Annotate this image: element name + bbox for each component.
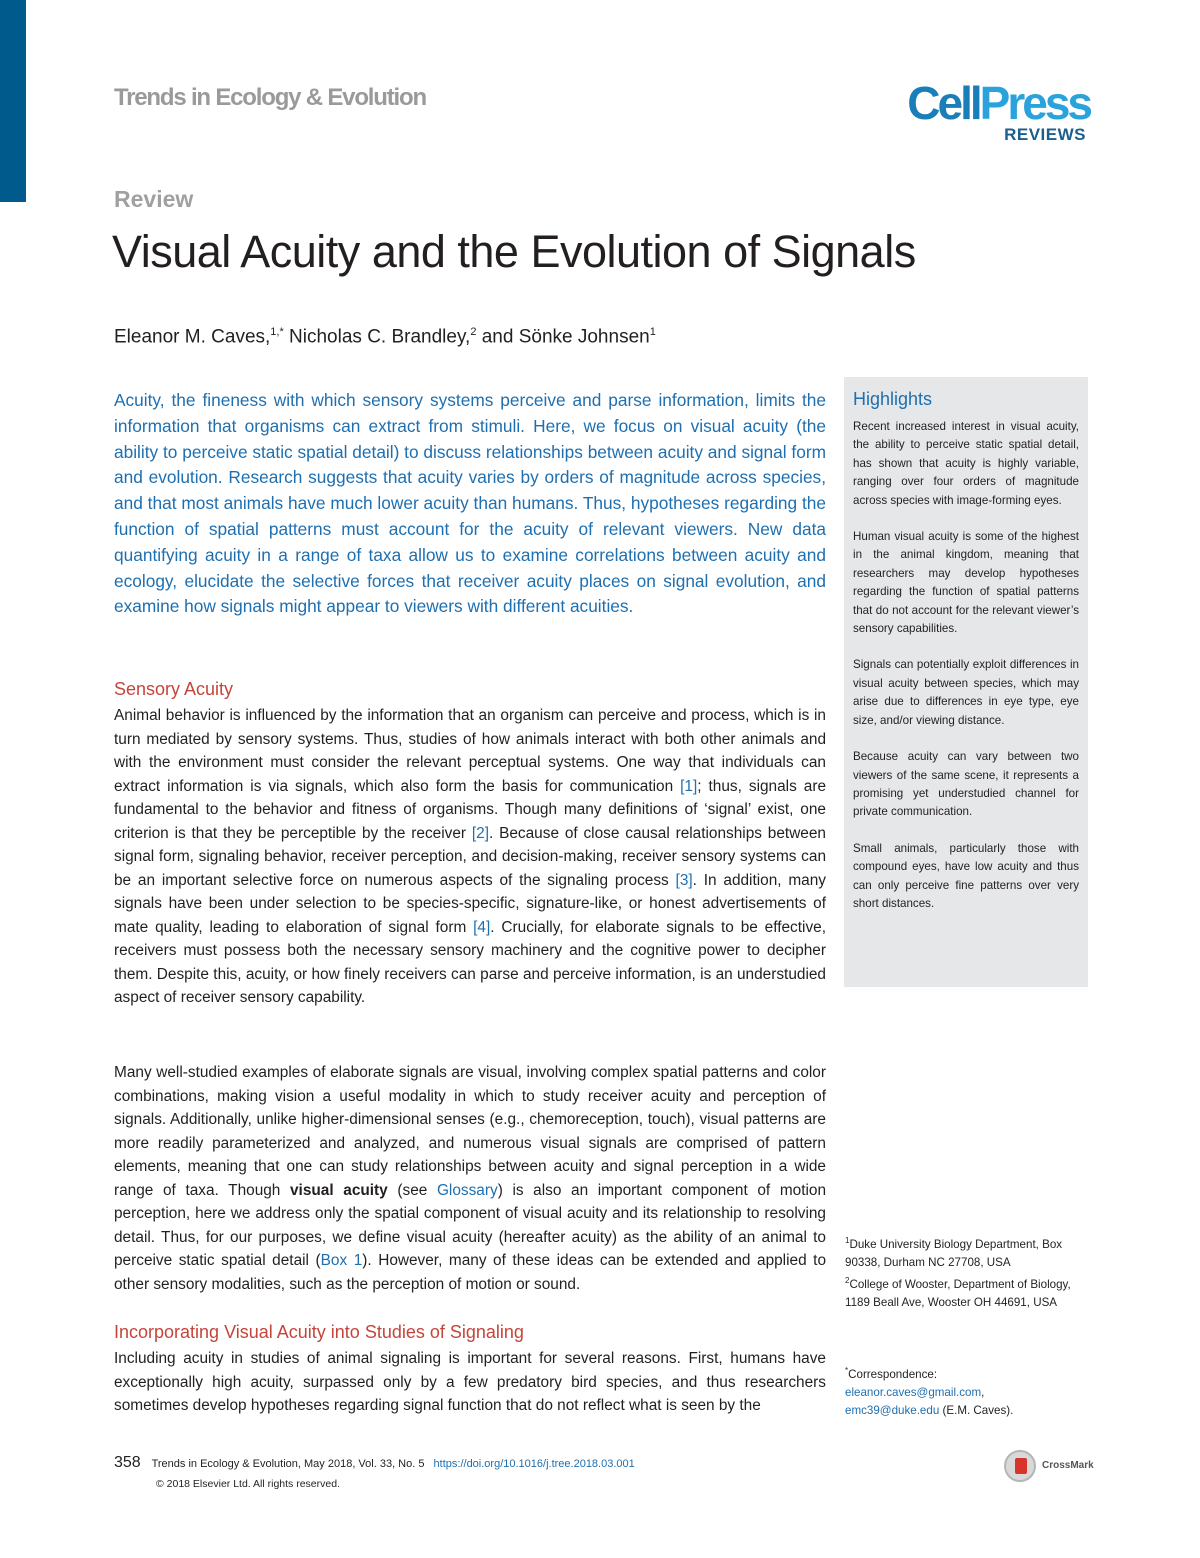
reference-link[interactable]: [1] (680, 777, 698, 795)
body-paragraph: Many well-studied examples of elaborate signals are visual, involving complex spatial patterns and color combinations, making vision a useful modality in which to study receiver acuity and perception of signals. Additionally, unlike higher-dimensional senses (e.g., chemoreception, touch), visual patterns are more readily parameterized and analyzed, and numerous visual signals are comprised of pattern elements, meaning that one can study relationships between acuity and signal perception in a wide range of taxa. Though visual acuity (see Glossary) is also an important component of motion perception, here we address only the spatial component of visual acuity and its relationship to resolving detail. Thus, for our purposes, we define visual acuity (hereafter acuity) as the ability of an animal to perceive static spatial detail (Box 1). However, many of these ideas can be extended and applied to other sensory modalities, such as the perception of motion or sound. (114, 1064, 827, 1293)
citation: Trends in Ecology & Evolution, May 2018, Vol. 33, No. 5 (151, 1458, 425, 1470)
reference-link[interactable]: [3] (675, 871, 693, 889)
highlight-item: Because acuity can vary between two viewers of the same scene, it represents a promising yet understudied channel for private communication. (853, 750, 1079, 819)
journal-color-bar (0, 0, 26, 202)
doi-link[interactable]: https://doi.org/10.1016/j.tree.2018.03.001 (433, 1458, 635, 1470)
crossmark-label: CrossMark (1042, 1460, 1094, 1471)
affiliations (845, 1232, 1085, 1312)
logo-subtitle: REVIEWS (1004, 125, 1086, 144)
author-name: Eleanor M. Caves, (114, 326, 271, 348)
author-affil-sup: 1 (649, 326, 656, 338)
crossmark-icon (1004, 1450, 1036, 1482)
body-paragraph: Animal behavior is influenced by the information that an organism can perceive and process, which is in turn mediated by sensory systems. Thus, studies of how animals interact with both other animals and with the environment must consider the relevant perceptual systems. One way that individuals can extract information is via signals, which also form the basis for communication [1]; thus, signals are fundamental to the behavior and fitness of organisms. Though many definitions of ‘signal’ exist, one criterion is that they be perceptible by the receiver [2]. Because of close causal relationships between signal form, signaling behavior, receiver perception, and decision-making, receiver sensory systems can be an important selective force on numerous aspects of the signaling process [3]. In addition, many signals have been under selection to be species-specific, signature-like, or honest advertisements of mate quality, leading to elaboration of signal form [4]. Crucially, for elaborate signals to be effective, receivers must possess both the necessary sensory machinery and the cognitive power to decipher them. Despite this, acuity, or how finely receivers can parse and perceive information, is an understudied aspect of receiver sensory capability. (114, 707, 827, 1006)
highlight-item: Human visual acuity is some of the highest in the animal kingdom, meaning that researchers may develop hypotheses regarding the function of spatial patterns that do not account for the relevant viewer’s sensory capabilities. (853, 530, 1079, 636)
box-link[interactable]: Box 1 (320, 1252, 363, 1269)
glossary-term: visual acuity (290, 1181, 388, 1199)
cellpress-logo[interactable] (900, 77, 1090, 145)
correspondence: *Correspondence: eleanor.caves@gmail.com, emc39@duke.edu (E.M. Caves). (845, 1366, 1014, 1417)
author-affil-sup: 2 (470, 326, 477, 338)
highlight-item: Recent increased interest in visual acuity, the ability to perceive static spatial detail, has shown that acuity is highly variable, ranging over four orders of magnitude across species with image-forming eyes. (853, 420, 1079, 507)
author-affil-sup: 1,* (270, 326, 284, 338)
crossmark-badge[interactable] (1004, 1450, 1104, 1486)
highlight-item: Small animals, particularly those with compound eyes, have low acuity and thus can only perceive fine patterns over very short distances. (853, 841, 1079, 910)
author-list (114, 326, 656, 348)
highlights-title: Highlights (853, 389, 933, 409)
page-number: 358 (114, 1454, 141, 1471)
body-paragraph: Including acuity in studies of animal signaling is important for several reasons. First, humans have exceptionally high acuity, surpassed only by a few predatory bird species, and thus researchers sometimes develop hypotheses regarding signal function that do not reflect what is seen by the (114, 1350, 826, 1414)
author-name: and Sönke Johnsen (476, 326, 650, 348)
copyright: © 2018 Elsevier Ltd. All rights reserved. (156, 1478, 340, 1490)
section-heading-incorporating-acuity: Incorporating Visual Acuity into Studies of Signaling (114, 1322, 524, 1342)
logo-wordmark: CellPress (907, 77, 1090, 129)
email-link[interactable]: emc39@duke.edu (845, 1403, 940, 1417)
page-footer (114, 1454, 635, 1472)
article-title: Visual Acuity and the Evolution of Signals (112, 226, 916, 277)
article-type: Review (114, 186, 194, 212)
highlight-item: Signals can potentially exploit differences in visual acuity between species, which may arise due to differences in eye type, eye size, and/or viewing distance. (853, 658, 1079, 727)
section-heading-sensory-acuity: Sensory Acuity (114, 679, 234, 699)
reference-link[interactable]: [4] (473, 918, 491, 936)
reference-link[interactable]: [2] (471, 824, 489, 842)
highlights-box (844, 377, 1088, 987)
affiliation-1: $^1$Duke University Biology Department, Box 90338, Durham NC 27708, USA (845, 1236, 1063, 1269)
journal-name: Trends in Ecology & Evolution (114, 84, 426, 111)
author-name: Nicholas C. Brandley, (283, 326, 471, 348)
affiliation-2: $^2$College of Wooster, Department of Biology, 1189 Beall Ave, Wooster OH 44691, USA (845, 1275, 1071, 1309)
abstract: Acuity, the fineness with which sensory systems perceive and parse information, limits the information that organisms can extract from stimuli. Here, we focus on visual acuity (the ability to perceive static spatial detail) to discuss relationships between acuity and signal form and evolution. Research suggests that acuity varies by orders of magnitude across species, and that most animals have much lower acuity than humans. Thus, hypotheses regarding the function of spatial patterns must account for the acuity of relevant viewers. New data quantifying acuity in a range of taxa allow us to examine correlations between acuity and ecology, elucidate the selective forces that receiver acuity places on signal evolution, and examine how signals might appear to viewers with different acuities. (114, 390, 826, 617)
glossary-link[interactable]: Glossary (436, 1181, 498, 1199)
email-link[interactable]: eleanor.caves@gmail.com (845, 1385, 982, 1399)
